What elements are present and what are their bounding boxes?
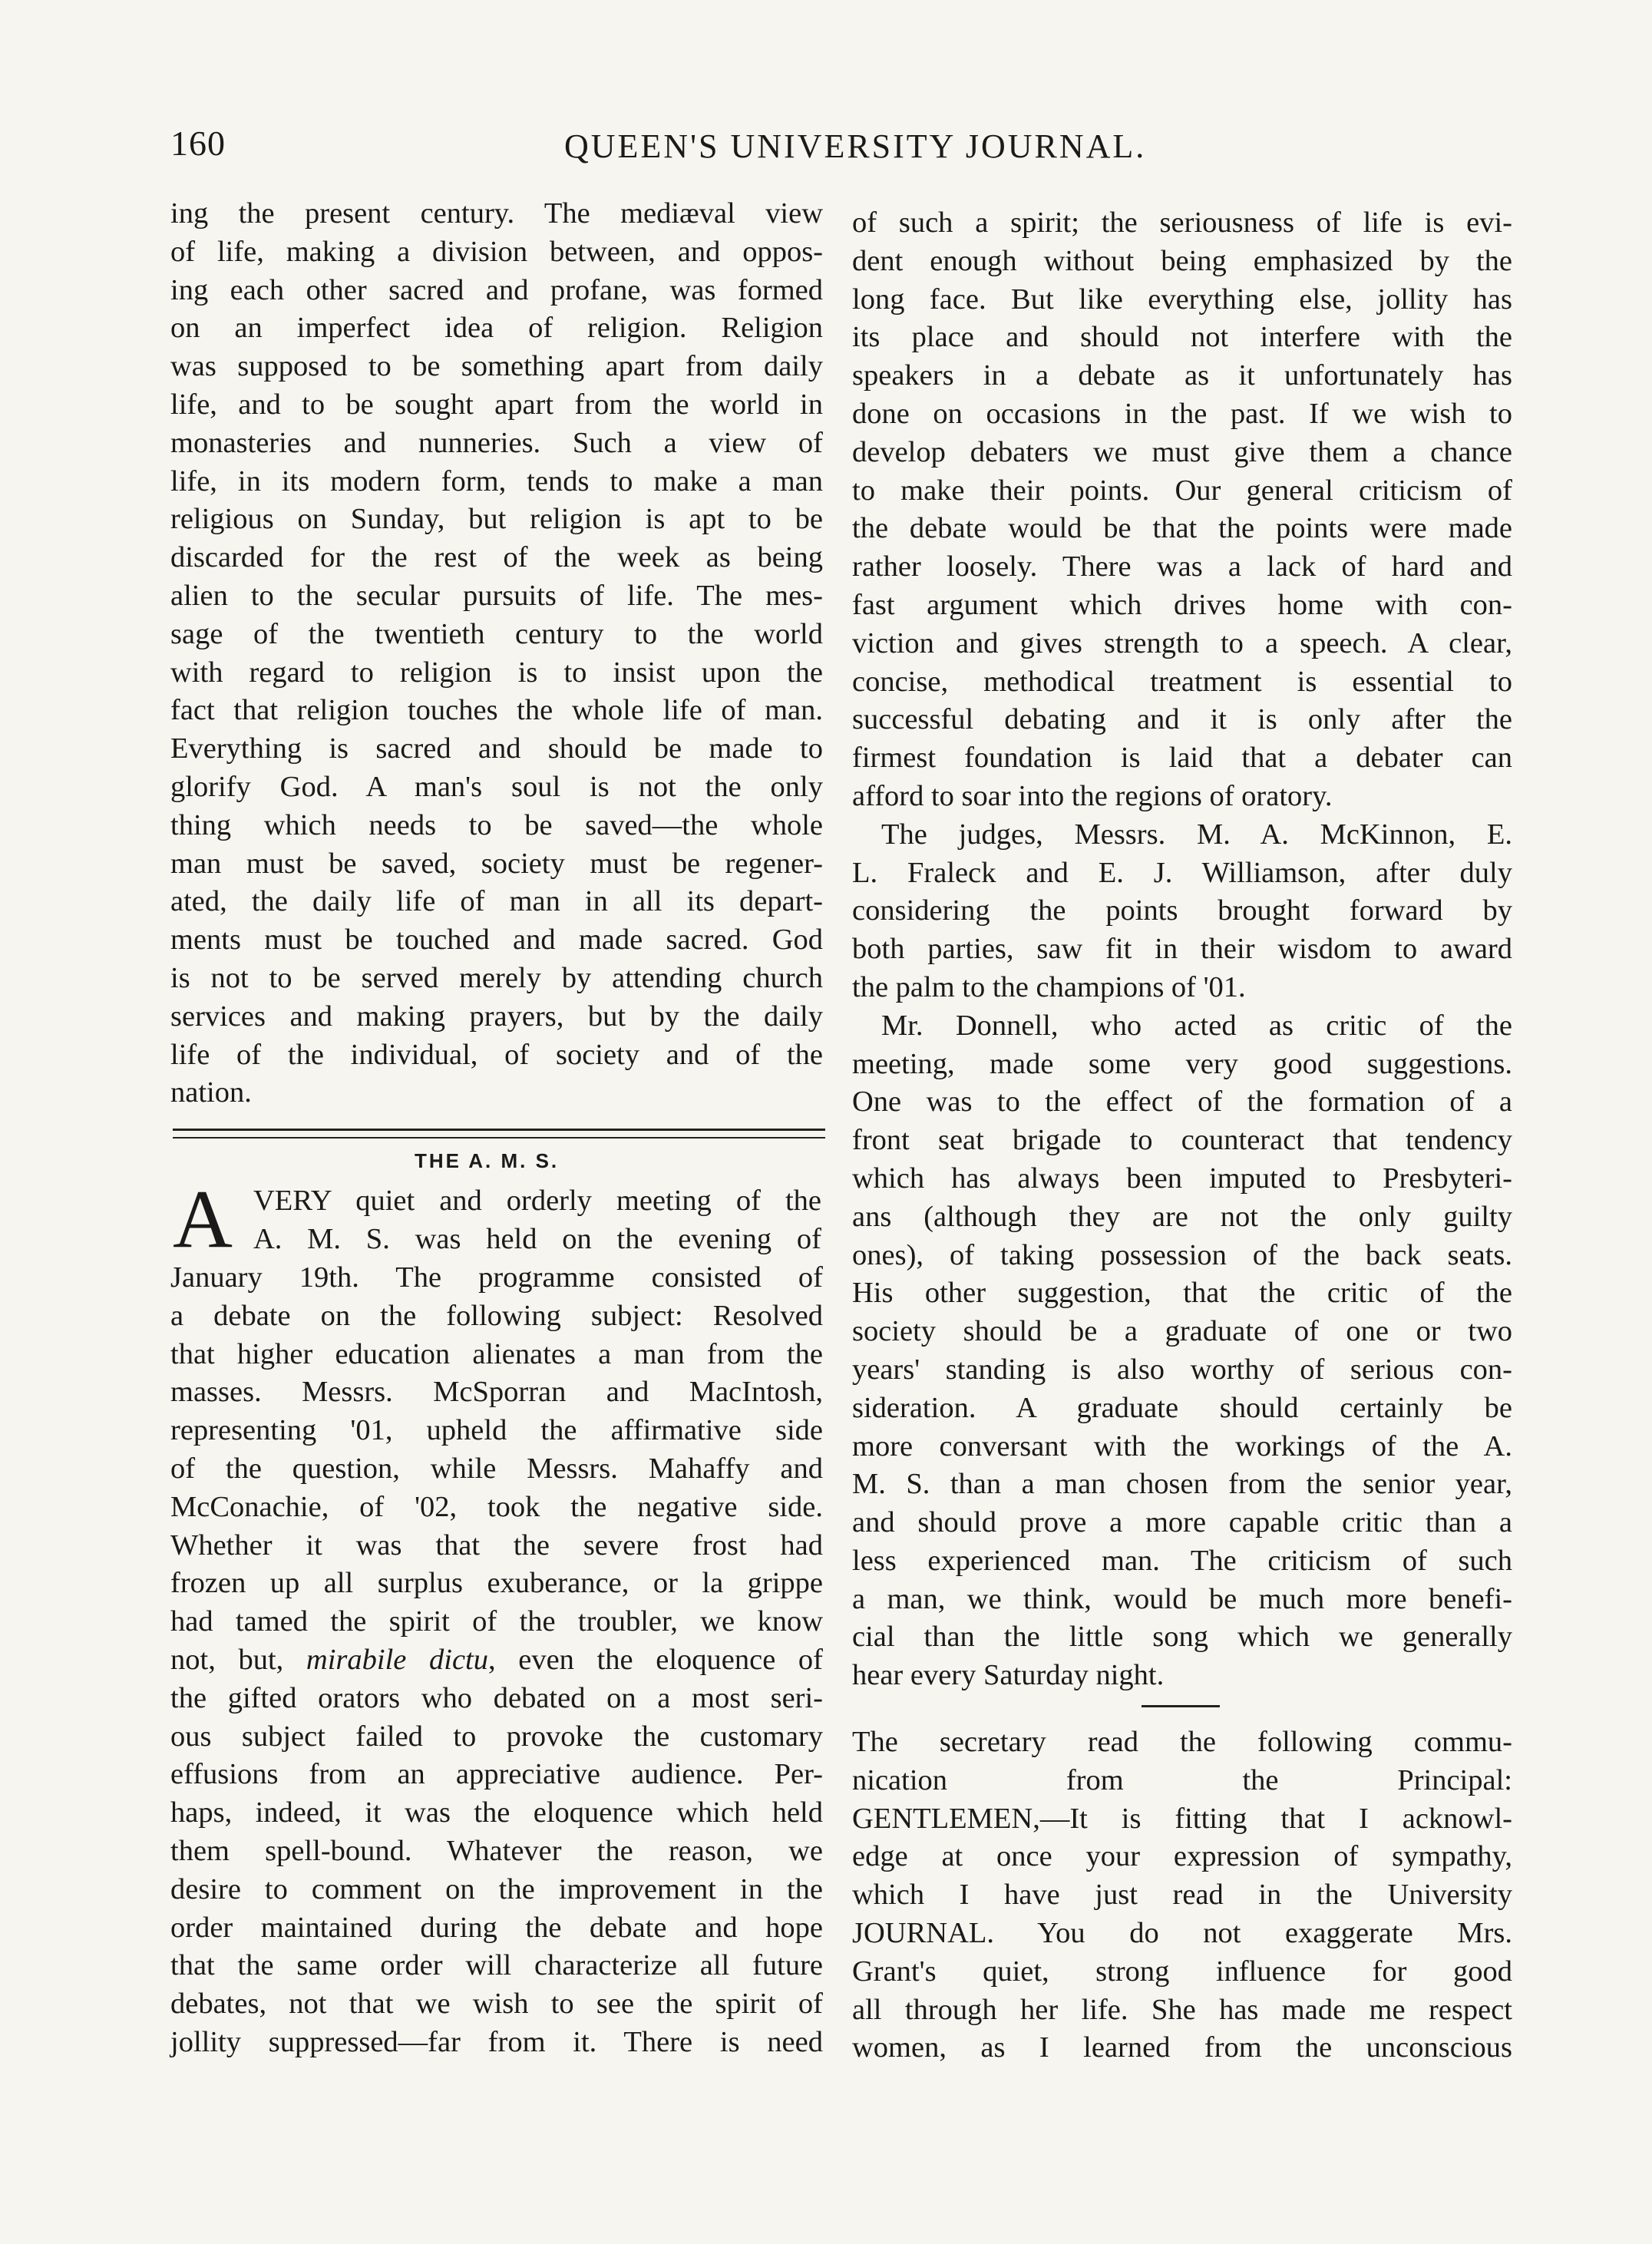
text-line: man must be saved, society must be regener- <box>170 847 823 880</box>
text-line: them spell-bound. Whatever the reason, we <box>170 1834 823 1867</box>
text-line: which has always been imputed to Presbyteri- <box>852 1162 1512 1195</box>
text-line: January 19th. The programme consisted of <box>170 1261 823 1294</box>
text-line: ones), of taking possession of the back seats. <box>852 1238 1512 1271</box>
text-line: The judges, Messrs. M. A. McKinnon, E. <box>881 818 1512 851</box>
text-line: had tamed the spirit of the troubler, we know <box>170 1605 823 1638</box>
text-line: sage of the twentieth century to the world <box>170 617 823 650</box>
running-head: QUEEN'S UNIVERSITY JOURNAL. <box>564 127 1147 165</box>
text-line: M. S. than a man chosen from the senior year, <box>852 1468 1512 1501</box>
text-line: A. M. S. was held on the evening of <box>253 1222 821 1255</box>
text-line: glorify God. A man's soul is not the only <box>170 770 823 803</box>
text-line: discarded for the rest of the week as being <box>170 541 823 574</box>
text-line: haps, indeed, it was the eloquence which held <box>170 1796 823 1829</box>
text-line: Mr. Donnell, who acted as critic of the <box>881 1009 1512 1042</box>
right-column <box>852 204 1512 1695</box>
text-line: nation. <box>170 1076 252 1109</box>
text-line: His other suggestion, that the critic of the <box>852 1277 1512 1310</box>
text-line: fast argument which drives home with con- <box>852 588 1512 621</box>
text-line: fact that religion touches the whole life of man. <box>170 694 823 727</box>
text-line: speakers in a debate as it unfortunately has <box>852 359 1512 392</box>
text-line: life, and to be sought apart from the world in <box>170 388 823 421</box>
text-line: ated, the daily life of man in all its depart- <box>170 885 823 918</box>
text-line: McConachie, of '02, took the negative side. <box>170 1490 823 1523</box>
text-line: rather loosely. There was a lack of hard and <box>852 550 1512 583</box>
text-line: ments must be touched and made sacred. God <box>170 924 823 957</box>
text-line: successful debating and it is only after the <box>852 703 1512 736</box>
text-line: effusions from an appreciative audience. Per- <box>170 1758 823 1791</box>
text-line: of the question, while Messrs. Mahaffy and <box>170 1452 823 1485</box>
drop-cap: A <box>173 1174 233 1265</box>
text-line-with-latin: not, but, mirabile dictu, even the eloquence of <box>170 1643 823 1676</box>
text-line: life, in its modern form, tends to make a man <box>170 464 823 497</box>
text-line: frozen up all surplus exuberance, or la grippe <box>170 1567 823 1600</box>
text-line: dent enough without being emphasized by the <box>852 244 1512 277</box>
text-line: concise, methodical treatment is essential to <box>852 665 1512 698</box>
text-line: cial than the little song which we generally <box>852 1621 1512 1654</box>
text-line: The secretary read the following commu- <box>852 1726 1512 1758</box>
text-line: masses. Messrs. McSporran and MacIntosh, <box>170 1376 823 1409</box>
text-line: alien to the secular pursuits of life. The mes- <box>170 579 823 612</box>
text-line: the gifted orators who debated on a most seri- <box>170 1681 823 1714</box>
text-line: front seat brigade to counteract that tendency <box>852 1124 1512 1157</box>
text-line: Grant's quiet, strong influence for good <box>852 1955 1512 1988</box>
text-line: all through her life. She has made me respect <box>852 1993 1512 2026</box>
text-line: Everything is sacred and should be made to <box>170 732 823 765</box>
text-line: the debate would be that the points were made <box>852 512 1512 545</box>
text-line: thing which needs to be saved—the whole <box>170 808 823 841</box>
text-line: that higher education alienates a man from the <box>170 1337 823 1370</box>
text-line: and should prove a more capable critic than a <box>852 1506 1512 1539</box>
text-line: done on occasions in the past. If we wish to <box>852 397 1512 430</box>
page-number: 160 <box>170 124 226 163</box>
section-divider <box>173 1129 825 1139</box>
ams-body <box>170 1259 823 2062</box>
text-line: VERY quiet and orderly meeting of the <box>253 1185 821 1217</box>
text-line: is not to be served merely by attending church <box>170 961 823 994</box>
text-line: its place and should not interfere with the <box>852 321 1512 354</box>
text-line: meeting, made some very good suggestions. <box>852 1047 1512 1080</box>
short-divider <box>1142 1705 1220 1707</box>
text-line: society should be a graduate of one or two <box>852 1315 1512 1348</box>
text-line: monasteries and nunneries. Such a view of <box>170 426 823 459</box>
text-line: years' standing is also worthy of serious con- <box>852 1353 1512 1386</box>
latin-phrase: mirabile dictu <box>306 1643 488 1676</box>
text-line: that the same order will characterize all future <box>170 1949 823 1982</box>
text-line: firmest foundation is laid that a debater can <box>852 742 1512 775</box>
text-line: was supposed to be something apart from daily <box>170 350 823 383</box>
text-line: ous subject failed to provoke the customary <box>170 1720 823 1753</box>
text-line: to make their points. Our general criticism of <box>852 474 1512 507</box>
text-line: life of the individual, of society and of the <box>170 1038 823 1071</box>
text-line: religious on Sunday, but religion is apt to be <box>170 503 823 536</box>
text-line: sideration. A graduate should certainly be <box>852 1391 1512 1424</box>
text-line: of such a spirit; the seriousness of life is evi- <box>852 207 1512 239</box>
text-line: with regard to religion is to insist upon the <box>170 656 823 689</box>
text-line: on an imperfect idea of religion. Religion <box>170 312 823 345</box>
text-line: both parties, saw fit in their wisdom to award <box>852 933 1512 966</box>
text-line: women, as I learned from the unconscious <box>852 2031 1512 2064</box>
text-line: nication from the Principal: <box>852 1763 1512 1796</box>
text-line: edge at once your expression of sympathy, <box>852 1840 1512 1873</box>
text-line: ing the present century. The mediæval view <box>170 197 823 230</box>
text-line: a debate on the following subject: Resolved <box>170 1299 823 1332</box>
left-column <box>170 195 823 1112</box>
text-line: viction and gives strength to a speech. A clear, <box>852 626 1512 659</box>
text-line: hear every Saturday night. <box>852 1659 1165 1692</box>
text-line: representing '01, upheld the affirmative side <box>170 1414 823 1447</box>
text-line: One was to the effect of the formation of a <box>852 1086 1512 1119</box>
text-line: of life, making a division between, and oppos- <box>170 235 823 268</box>
text-line: L. Fraleck and E. J. Williamson, after duly <box>852 856 1512 889</box>
text-line: GENTLEMEN,—It is fitting that I acknowl- <box>852 1802 1512 1835</box>
text-line: afford to soar into the regions of oratory. <box>852 779 1333 812</box>
text-line: considering the points brought forward by <box>852 894 1512 927</box>
principal-letter <box>852 1723 1512 2067</box>
text-line: the palm to the champions of '01. <box>852 970 1246 1003</box>
text-line: develop debaters we must give them a chance <box>852 435 1512 468</box>
text-line: JOURNAL. You do not exaggerate Mrs. <box>852 1916 1512 1949</box>
text-line: less experienced man. The criticism of such <box>852 1544 1512 1577</box>
text-line: Whether it was that the severe frost had <box>170 1528 823 1562</box>
text-line: ans (although they are not the only guilty <box>852 1200 1512 1233</box>
section-title: THE A. M. S. <box>415 1149 560 1172</box>
text-line: services and making prayers, but by the daily <box>170 1000 823 1033</box>
text-line: jollity suppressed—far from it. There is need <box>170 2025 823 2058</box>
dropcap-lines <box>253 1182 821 1259</box>
text-line: which I have just read in the University <box>852 1879 1512 1912</box>
text-line: ing each other sacred and profane, was formed <box>170 273 823 306</box>
text-line: a man, we think, would be much more benefi- <box>852 1582 1512 1615</box>
text-line: long face. But like everything else, jollity has <box>852 283 1512 316</box>
text-line: order maintained during the debate and hope <box>170 1911 823 1944</box>
text-line: debates, not that we wish to see the spirit of <box>170 1988 823 2021</box>
text-line: desire to comment on the improvement in the <box>170 1872 823 1905</box>
text-line: more conversant with the workings of the A. <box>852 1429 1512 1462</box>
